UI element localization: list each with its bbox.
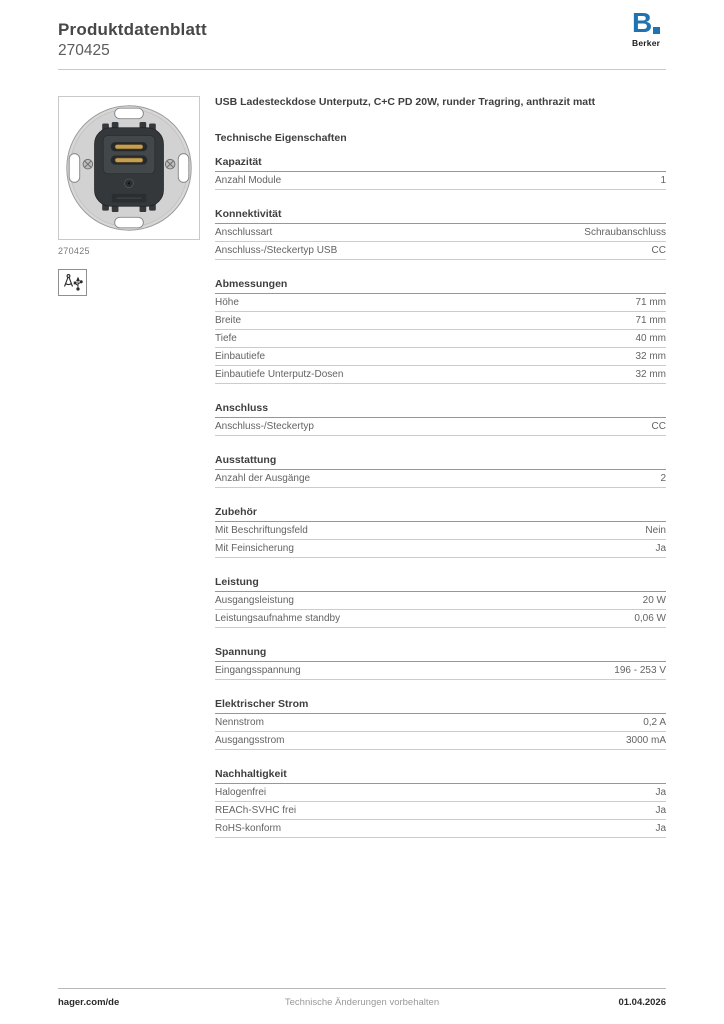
- spec-label: Einbautiefe Unterputz-Dosen: [215, 369, 344, 380]
- spec-label: Nennstrom: [215, 717, 264, 728]
- document-title: Produktdatenblatt: [58, 20, 207, 39]
- spec-value: Schraubanschluss: [584, 227, 666, 238]
- spec-label: Breite: [215, 315, 242, 326]
- header-divider: [58, 69, 666, 70]
- spec-value: Nein: [645, 525, 666, 536]
- spec-section-anschluss: [215, 402, 666, 436]
- spec-label: Halogenfrei: [215, 787, 267, 798]
- berker-logo-dot: [653, 27, 660, 34]
- footer-disclaimer: Technische Änderungen vorbehalten: [284, 997, 440, 1008]
- product-image-caption: 270425: [58, 246, 90, 256]
- spec-row: [215, 820, 666, 838]
- compass-usb-icon: [62, 273, 84, 292]
- berker-logo-wordmark: Berker: [632, 38, 661, 48]
- spec-value: 32 mm: [635, 369, 666, 380]
- spec-row: [215, 418, 666, 436]
- spec-section-leistung: [215, 576, 666, 628]
- spec-section-heading: Ausstattung: [215, 454, 666, 470]
- spec-label: Ausgangsleistung: [215, 595, 294, 606]
- product-image: [58, 96, 200, 240]
- spec-section-konnektivitaet: [215, 208, 666, 260]
- spec-section-heading: Zubehör: [215, 506, 666, 522]
- spec-value: CC: [651, 421, 666, 432]
- spec-row: [215, 224, 666, 242]
- berker-logo-letter: B: [632, 7, 652, 38]
- spec-label: RoHS-konform: [215, 823, 282, 834]
- product-marker: [58, 269, 87, 296]
- spec-section-kapazitaet: [215, 156, 666, 190]
- spec-value: Ja: [655, 805, 666, 816]
- spec-section-abmessungen: [215, 278, 666, 384]
- spec-label: Anschlussart: [215, 227, 273, 238]
- spec-row: [215, 348, 666, 366]
- spec-section-elektrischer-strom: [215, 698, 666, 750]
- spec-row: [215, 714, 666, 732]
- footer-divider: [58, 988, 666, 989]
- spec-value: 0,06 W: [634, 613, 666, 624]
- berker-logo-mark: [632, 7, 666, 38]
- product-title: USB Ladesteckdose Unterputz, C+C PD 20W, runder Tragring, anthrazit matt: [215, 96, 596, 108]
- spec-row: [215, 732, 666, 750]
- spec-label: Ausgangsstrom: [215, 735, 285, 746]
- footer-date: 01.04.2026: [618, 997, 666, 1008]
- spec-value: Ja: [655, 823, 666, 834]
- spec-value: 20 W: [642, 595, 666, 606]
- spec-value: 1: [660, 175, 666, 186]
- spec-label: Mit Beschriftungsfeld: [215, 525, 308, 536]
- spec-value: 3000 mA: [625, 735, 666, 746]
- spec-column: [215, 96, 666, 838]
- spec-row: [215, 662, 666, 680]
- berker-logo: [632, 7, 666, 48]
- spec-value: 2: [660, 473, 666, 484]
- spec-section-heading: Abmessungen: [215, 278, 666, 294]
- spec-row: [215, 312, 666, 330]
- spec-section-heading: Kapazität: [215, 156, 666, 172]
- spec-section-heading: Leistung: [215, 576, 666, 592]
- spec-value: 71 mm: [635, 315, 666, 326]
- spec-section-heading: Spannung: [215, 646, 666, 662]
- spec-value: 71 mm: [635, 297, 666, 308]
- spec-row: [215, 470, 666, 488]
- document-header: [58, 20, 207, 60]
- usb-socket-illustration: [62, 100, 196, 236]
- spec-section-heading: Anschluss: [215, 402, 666, 418]
- spec-label: Eingangsspannung: [215, 665, 301, 676]
- spec-value: CC: [651, 245, 666, 256]
- spec-row: [215, 802, 666, 820]
- spec-value: 196 - 253 V: [614, 665, 666, 676]
- spec-label: Anschluss-/Steckertyp USB: [215, 245, 338, 256]
- main-content: [58, 96, 666, 838]
- spec-label: Höhe: [215, 297, 239, 308]
- spec-label: REACh-SVHC frei: [215, 805, 297, 816]
- spec-row: [215, 540, 666, 558]
- spec-label: Leistungsaufnahme standby: [215, 613, 341, 624]
- spec-label: Tiefe: [215, 333, 237, 344]
- product-media-column: [58, 96, 200, 838]
- specs-section-title: Technische Eigenschaften: [215, 132, 347, 144]
- spec-row: [215, 294, 666, 312]
- spec-value: Ja: [655, 543, 666, 554]
- spec-section-heading: Konnektivität: [215, 208, 666, 224]
- spec-section-zubehoer: [215, 506, 666, 558]
- spec-label: Anzahl der Ausgänge: [215, 473, 311, 484]
- spec-value: Ja: [655, 787, 666, 798]
- spec-row: [215, 610, 666, 628]
- spec-row: [215, 330, 666, 348]
- spec-section-ausstattung: [215, 454, 666, 488]
- spec-section-spannung: [215, 646, 666, 680]
- spec-label: Anzahl Module: [215, 175, 282, 186]
- spec-row: [215, 366, 666, 384]
- spec-value: 40 mm: [635, 333, 666, 344]
- spec-section-heading: Nachhaltigkeit: [215, 768, 666, 784]
- spec-section-nachhaltigkeit: [215, 768, 666, 838]
- spec-label: Mit Feinsicherung: [215, 543, 294, 554]
- spec-value: 32 mm: [635, 351, 666, 362]
- document-footer: [58, 997, 666, 1008]
- spec-label: Einbautiefe: [215, 351, 266, 362]
- spec-row: [215, 242, 666, 260]
- footer-website-link[interactable]: hager.com/de: [58, 997, 120, 1008]
- spec-row: [215, 784, 666, 802]
- spec-row: [215, 172, 666, 190]
- spec-label: Anschluss-/Steckertyp: [215, 421, 314, 432]
- spec-section-heading: Elektrischer Strom: [215, 698, 666, 714]
- spec-row: [215, 522, 666, 540]
- spec-row: [215, 592, 666, 610]
- spec-value: 0,2 A: [643, 717, 666, 728]
- product-number: 270425: [58, 42, 110, 59]
